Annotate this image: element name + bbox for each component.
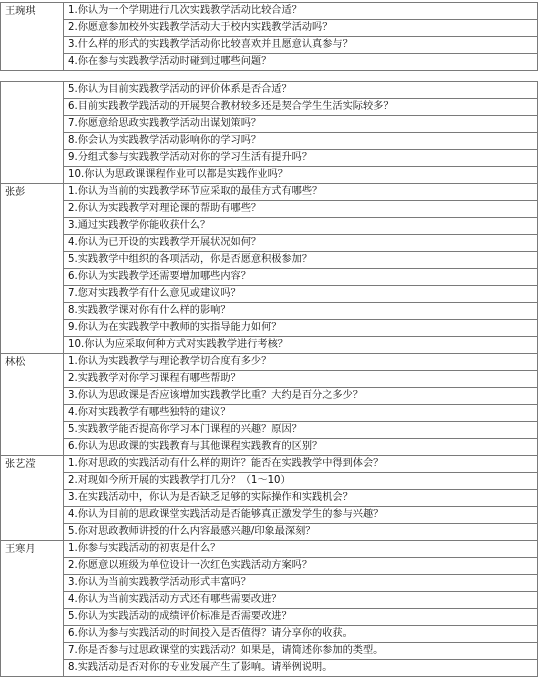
- question-text: 9.分组式参与实践教学活动对你的学习生活有提升吗？: [64, 150, 538, 167]
- question-text: 5.你认为实践活动的成绩评价标准是否需要改进？: [64, 609, 538, 626]
- question-row: [1, 252, 538, 269]
- question-text: 5.你认为目前实践教学活动的评价体系是否合适？: [64, 82, 538, 99]
- question-row: [1, 524, 538, 541]
- question-text: 3.在实践活动中，你认为是否缺乏足够的实际操作和实践机会？: [64, 490, 538, 507]
- question-text: 1.你参与实践活动的初衷是什么？: [64, 541, 538, 558]
- question-row: [1, 286, 538, 303]
- question-row: [1, 37, 538, 54]
- question-text: 5.实践教学能否提高你学习本门课程的兴趣？原因？: [64, 422, 538, 439]
- question-row: [1, 490, 538, 507]
- question-row: [1, 99, 538, 116]
- question-text: 1.你认为一个学期进行几次实践教学活动比较合适？: [64, 3, 538, 20]
- question-row: [1, 456, 538, 473]
- question-row: [1, 133, 538, 150]
- question-text: 8.实践活动是否对你的专业发展产生了影响。请举例说明。: [64, 660, 538, 677]
- question-text: 6.你认为思政课的实践教育与其他课程实践教育的区别？: [64, 439, 538, 456]
- question-row: [1, 660, 538, 677]
- question-row: [1, 269, 538, 286]
- question-row: [1, 116, 538, 133]
- survey-table-top: [0, 2, 538, 71]
- question-text: 2.实践教学对你学习课程有哪些帮助？: [64, 371, 538, 388]
- member-name: 王寒月: [1, 541, 64, 677]
- question-row: [1, 371, 538, 388]
- question-text: 3.什么样的形式的实践教学活动你比较喜欢并且愿意认真参与？: [64, 37, 538, 54]
- question-row: [1, 558, 538, 575]
- question-row: [1, 405, 538, 422]
- question-row: [1, 507, 538, 524]
- member-name: 林松: [1, 354, 64, 456]
- question-text: 10.你认为应采取何种方式对实践教学进行考核？: [64, 337, 538, 354]
- question-text: 6.你认为参与实践活动的时间投入是否值得？请分享你的收获。: [64, 626, 538, 643]
- question-row: [1, 388, 538, 405]
- question-text: 7.您对实践教学有什么意见或建议吗？: [64, 286, 538, 303]
- question-text: 6.你认为实践教学还需要增加哪些内容？: [64, 269, 538, 286]
- question-text: 5.实践教学中组织的各项活动，你是否愿意积极参加？: [64, 252, 538, 269]
- question-row: [1, 575, 538, 592]
- question-row: [1, 592, 538, 609]
- question-row: [1, 201, 538, 218]
- question-text: 4.你认为当前实践活动方式还有哪些需要改进？: [64, 592, 538, 609]
- member-name: 张艺滢: [1, 456, 64, 541]
- question-text: 3.通过实践教学你能收获什么？: [64, 218, 538, 235]
- question-text: 9.你认为在实践教学中教师的实指导能力如何？: [64, 320, 538, 337]
- question-text: 1.你对思政的实践活动有什么样的期许？能否在实践教学中得到体会？: [64, 456, 538, 473]
- question-row: [1, 82, 538, 99]
- question-row: [1, 218, 538, 235]
- question-text: 1.你认为当前的实践教学环节应采取的最佳方式有哪些？: [64, 184, 538, 201]
- question-text: 2.你愿意以班级为单位设计一次红色实践活动方案吗？: [64, 558, 538, 575]
- survey-table-bottom: [0, 81, 538, 677]
- question-text: 2.你愿意参加校外实践教学活动大于校内实践教学活动吗？: [64, 20, 538, 37]
- question-row: [1, 54, 538, 71]
- question-row: [1, 643, 538, 660]
- question-text: 7.你愿意给思政实践教学活动出谋划策吗？: [64, 116, 538, 133]
- question-text: 2.对现如今所开展的实践教学打几分？（1～10）: [64, 473, 538, 490]
- question-row: [1, 303, 538, 320]
- question-row: [1, 235, 538, 252]
- question-text: 1.你认为实践教学与理论教学切合度有多少？: [64, 354, 538, 371]
- question-text: 4.你认为已开设的实践教学开展状况如何？: [64, 235, 538, 252]
- question-text: 2.你认为实践教学对理论课的帮助有哪些？: [64, 201, 538, 218]
- question-row: [1, 473, 538, 490]
- question-text: 8.实践教学课对你有什么样的影响？: [64, 303, 538, 320]
- question-row: [1, 354, 538, 371]
- question-text: 8.你会认为实践教学活动影响你的学习吗？: [64, 133, 538, 150]
- question-text: 4.你在参与实践教学活动时碰到过哪些问题？: [64, 54, 538, 71]
- question-row: [1, 20, 538, 37]
- member-name: 张彭: [1, 184, 64, 354]
- member-name: 王琬琪: [1, 3, 64, 71]
- question-row: [1, 439, 538, 456]
- question-text: 3.你认为思政课是否应该增加实践教学比重？大约是百分之多少？: [64, 388, 538, 405]
- question-row: [1, 337, 538, 354]
- question-row: [1, 541, 538, 558]
- question-text: 4.你对实践教学有哪些独特的建议？: [64, 405, 538, 422]
- question-row: [1, 167, 538, 184]
- member-name: [1, 82, 64, 184]
- question-text: 6.目前实践教学践活动的开展契合教材较多还是契合学生生活实际较多？: [64, 99, 538, 116]
- question-row: [1, 609, 538, 626]
- question-row: [1, 150, 538, 167]
- question-text: 5.你对思政教师讲授的什么内容最感兴趣/印象最深刻？: [64, 524, 538, 541]
- question-row: [1, 3, 538, 20]
- question-text: 4.你认为目前的思政课堂实践活动是否能够真正激发学生的参与兴趣？: [64, 507, 538, 524]
- question-row: [1, 320, 538, 337]
- question-row: [1, 184, 538, 201]
- question-row: [1, 422, 538, 439]
- question-text: 7.你是否参与过思政课堂的实践活动？如果是，请简述你参加的类型。: [64, 643, 538, 660]
- question-text: 3.你认为当前实践教学活动形式丰富吗？: [64, 575, 538, 592]
- question-text: 10.你认为思政课课程作业可以都是实践作业吗？: [64, 167, 538, 184]
- question-row: [1, 626, 538, 643]
